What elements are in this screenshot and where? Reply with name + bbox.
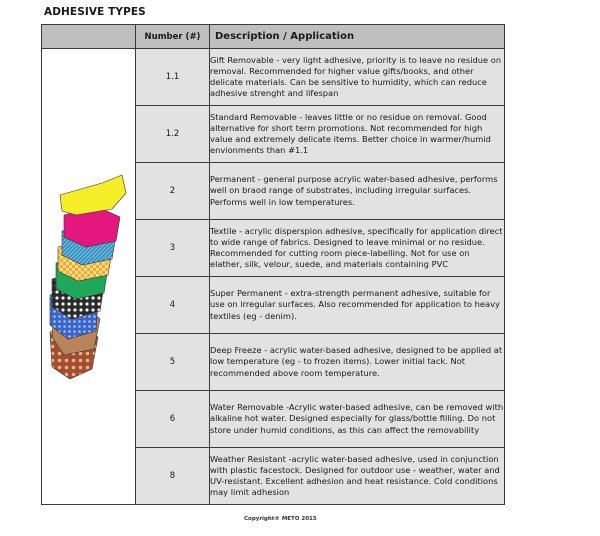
label-samples-image-cell bbox=[42, 49, 136, 505]
adhesive-description: Gift Removable - very light adhesive, priority is to leave no residue on removal. Recommended for higher value gifts/books, and other delicate materials. Can be sensitive to humidity, which can reduce adhesive strenght and lifespan bbox=[210, 49, 505, 106]
adhesive-number: 5 bbox=[136, 334, 210, 391]
adhesive-description: Super Permanent - extra-strength permanent adhesive, suitable for use on irregular surfaces. Also recommended for application to heavy textiles (eg - denim). bbox=[210, 277, 505, 334]
adhesive-number: 6 bbox=[136, 391, 210, 448]
image-column-header bbox=[42, 25, 136, 49]
adhesive-number: 4 bbox=[136, 277, 210, 334]
table-row bbox=[42, 49, 505, 106]
copyright-notice: Copyright® METO 2015 bbox=[244, 516, 317, 522]
number-column-header: Number (#) bbox=[136, 25, 210, 49]
adhesive-number: 8 bbox=[136, 448, 210, 505]
page-title: ADHESIVE TYPES bbox=[44, 6, 146, 18]
table-header-row bbox=[42, 25, 505, 49]
adhesive-description: Water Removable -Acrylic water-based adhesive, can be removed with alkaline hot water. Designed especially for glass/bottle filling. Do not store under humid conditions, as this can affect the removability bbox=[210, 391, 505, 448]
adhesive-number: 3 bbox=[136, 220, 210, 277]
label-samples-image bbox=[42, 49, 135, 505]
adhesive-number: 2 bbox=[136, 163, 210, 220]
adhesive-number: 1.1 bbox=[136, 49, 210, 106]
adhesive-description: Textile - acrylic disperspion adhesive, specifically for application direct to wide range of fabrics. Designed to leave minimal or no residue. Recommended for cutting room piece-labelling. Not for use on elather, silk, velour, suede, and materials containing PVC bbox=[210, 220, 505, 277]
adhesive-description: Deep Freeze - acrylic water-based adhesive, designed to be applied at low temperature (eg - to frozen items). Lower initial tack. Not recommended above room temperature. bbox=[210, 334, 505, 391]
adhesive-number: 1.2 bbox=[136, 106, 210, 163]
adhesive-description: Permanent - general purpose acrylic water-based adhesive, performs well on braod range of substrates, including irregular surfaces. Performs well in low temperatures. bbox=[210, 163, 505, 220]
swatch-yellow bbox=[60, 175, 126, 215]
adhesive-types-table bbox=[41, 24, 505, 505]
adhesive-description: Standard Removable - leaves little or no residue on removal. Good alternative for short term promotions. Not recommended for high value and extremely delicate items. Better choice in warmer/humid envionments than #1.1 bbox=[210, 106, 505, 163]
adhesive-description: Weather Resistant -acrylic water-based adhesive, used in conjunction with plastic facestock. Designed for outdoor use - weather, water and UV-resistant. Excellent adhesion and heat resistance. Cold conditions may limit adhesion bbox=[210, 448, 505, 505]
description-column-header: Description / Application bbox=[210, 25, 505, 49]
